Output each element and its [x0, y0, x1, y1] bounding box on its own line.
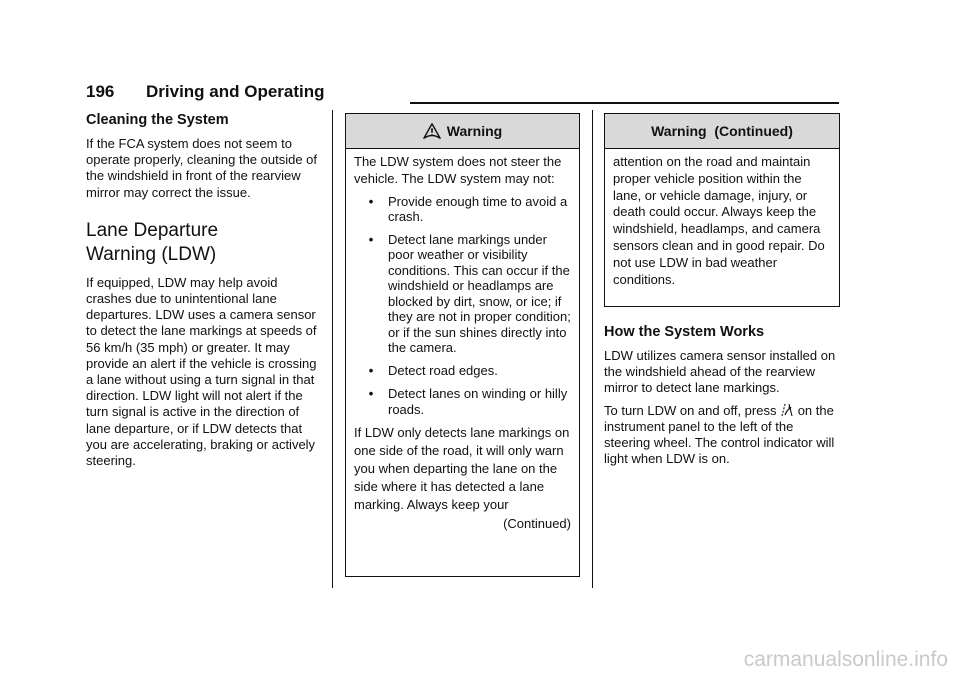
continued-label: (Continued)	[503, 516, 571, 532]
warning-header	[346, 114, 579, 149]
turn-paragraph	[604, 403, 840, 468]
bullet-text: Detect lanes on winding or hilly roads.	[388, 386, 568, 417]
column-right	[604, 322, 840, 473]
ldw-paragraph: If equipped, LDW may help avoid crashes due to unintentional lane departures. LDW uses a camera sensor to detect the lane markings at speeds of 56 km/h (35 mph) or greater. It may provide an alert if the vehicle is crossing a lane without using a turn signal in that direction. LDW light will not alert if the turn signal is active in the direction of lane departure, or if LDW detects that you are accelerating, braking or actively steering.	[86, 274, 317, 469]
ldw-heading	[86, 219, 318, 267]
cleaning-heading: Cleaning the System	[86, 112, 229, 128]
warning-closing: If LDW only detects lane markings on one side of the road, it will only warn you when departing the lane on the side where it has detected a lane marking. Always keep your	[354, 425, 570, 513]
warning-intro: The LDW system does not steer the vehicle. The LDW system may not:	[354, 154, 562, 186]
lane-departure-icon	[780, 403, 794, 417]
bullet-dot: •	[368, 231, 374, 247]
section-title: Driving and Operating	[146, 82, 325, 101]
turn-text-before: To turn LDW on and off, press	[604, 402, 781, 418]
ldw-heading-line1: Lane Departure	[86, 219, 219, 241]
how-heading: How the System Works	[604, 324, 765, 340]
header-rule	[410, 102, 839, 104]
warning-continued-body	[605, 149, 839, 300]
warning-continued-text: attention on the road and maintain proper vehicle position within the lane, or vehicle damage, injury, or death could occur. Always keep the windshield, headlamps, and camera sensors clean and in good repair. Do not use LDW in bad weather conditions.	[613, 154, 825, 287]
warning-bullet	[354, 232, 571, 356]
cleaning-paragraph: If the FCA system does not seem to operate properly, cleaning the outside of the windshield in front of the rearview mirror may correct the issue.	[86, 136, 318, 200]
how-paragraph: LDW utilizes camera sensor installed on the windshield ahead of the rearview mirror to detect lane markings.	[604, 348, 836, 396]
bullet-dot: •	[368, 386, 374, 402]
warning-continued-box	[604, 113, 840, 307]
bullet-dot: •	[368, 362, 374, 378]
bullet-text: Detect road edges.	[388, 362, 498, 378]
page-header	[86, 82, 839, 104]
warning-title: Warning	[446, 123, 503, 139]
watermark: carmanualsonline.info	[743, 648, 948, 671]
column-divider-left	[332, 110, 333, 588]
bullet-text: Detect lane markings under poor weather or visibility conditions. This can occur if the windshield or headlamps are blocked by dirt, snow, or ice; if they are not in proper condition; or if the sun shines directly into the camera.	[388, 231, 571, 356]
warning-continued-header	[605, 114, 839, 149]
column-divider-right	[592, 110, 593, 588]
column-left	[86, 110, 318, 475]
warning-body	[346, 149, 579, 539]
page-number: 196	[86, 82, 115, 101]
warning-bullet	[354, 386, 571, 417]
ldw-heading-line2: Warning (LDW)	[86, 243, 217, 265]
bullet-text: Provide enough time to avoid a crash.	[388, 193, 568, 225]
warning-bullet	[354, 363, 571, 380]
warning-bullet	[354, 194, 571, 225]
warning-box	[345, 113, 580, 577]
warning-continued-title: Warning (Continued)	[651, 123, 793, 139]
bullet-dot: •	[368, 193, 374, 209]
turn-text-after: on the instrument panel to the left of the steering wheel. The control indicator will light when LDW is on.	[604, 402, 835, 467]
warning-triangle-icon	[423, 122, 441, 140]
